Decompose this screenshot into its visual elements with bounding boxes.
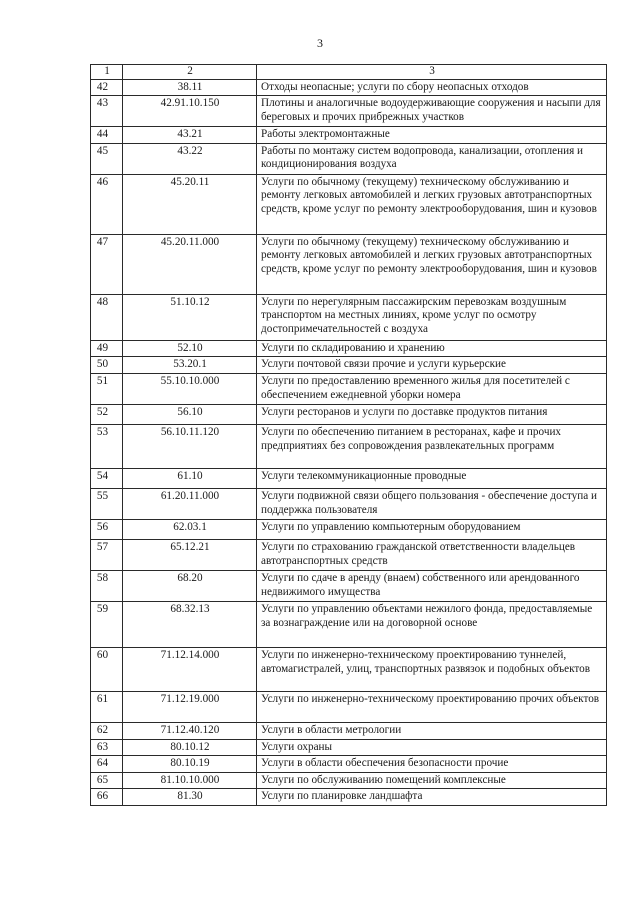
okpd-code-cell: 68.32.13	[123, 601, 257, 647]
okpd-code-cell: 56.10.11.120	[123, 424, 257, 468]
okpd-code-cell: 52.10	[123, 340, 257, 357]
description-cell: Услуги по инженерно-техническому проектированию туннелей, автомагистралей, улиц, транспортных развязок и подобных объектов	[257, 647, 607, 691]
table-row	[91, 357, 607, 374]
table-row	[91, 739, 607, 756]
header-col-2: 2	[123, 65, 257, 80]
description-cell: Услуги по обеспечению питанием в ресторанах, кафе и прочих предприятиях без сопровождения развлекательных программ	[257, 424, 607, 468]
description-cell: Услуги по обычному (текущему) техническому обслуживанию и ремонту легковых автомобилей и легких грузовых автотранспортных средств, кроме услуг по ремонту электрооборудования, шин и кузовов	[257, 234, 607, 294]
okpd-code-cell: 56.10	[123, 404, 257, 424]
description-cell: Услуги по складированию и хранению	[257, 340, 607, 357]
description-cell: Отходы неопасные; услуги по сбору неопасных отходов	[257, 79, 607, 96]
description-cell: Услуги в области метрологии	[257, 722, 607, 739]
table-row	[91, 722, 607, 739]
row-number-cell: 52	[91, 404, 123, 424]
okpd-code-cell: 61.10	[123, 468, 257, 488]
description-cell: Услуги по обслуживанию помещений комплексные	[257, 772, 607, 789]
description-cell: Услуги по инженерно-техническому проектированию прочих объектов	[257, 691, 607, 722]
row-number-cell: 51	[91, 373, 123, 404]
table-row	[91, 488, 607, 519]
description-cell: Услуги по планировке ландшафта	[257, 789, 607, 806]
row-number-cell: 46	[91, 174, 123, 234]
description-cell: Услуги подвижной связи общего пользования - обеспечение доступа и поддержка пользователя	[257, 488, 607, 519]
table-row	[91, 539, 607, 570]
table-row	[91, 772, 607, 789]
description-cell: Работы по монтажу систем водопровода, канализации, отопления и кондиционирования воздуха	[257, 143, 607, 174]
row-number-cell: 50	[91, 357, 123, 374]
okpd-code-cell: 68.20	[123, 570, 257, 601]
table-row	[91, 789, 607, 806]
okpd-code-cell: 53.20.1	[123, 357, 257, 374]
table-row	[91, 373, 607, 404]
row-number-cell: 47	[91, 234, 123, 294]
okpd-code-cell: 71.12.19.000	[123, 691, 257, 722]
row-number-cell: 56	[91, 519, 123, 539]
services-table	[90, 64, 607, 806]
table-row	[91, 234, 607, 294]
okpd-code-cell: 71.12.14.000	[123, 647, 257, 691]
description-cell: Плотины и аналогичные водоудерживающие сооружения и насыпи для береговых и прочих прибрежных участков	[257, 96, 607, 127]
row-number-cell: 54	[91, 468, 123, 488]
okpd-code-cell: 81.10.10.000	[123, 772, 257, 789]
description-cell: Услуги почтовой связи прочие и услуги курьерские	[257, 357, 607, 374]
description-cell: Услуги по предоставлению временного жилья для посетителей с обеспечением ежедневной уборки номера	[257, 373, 607, 404]
table-header	[91, 65, 607, 80]
description-cell: Услуги по сдаче в аренду (внаем) собственного или арендованного недвижимого имущества	[257, 570, 607, 601]
row-number-cell: 53	[91, 424, 123, 468]
header-col-1: 1	[91, 65, 123, 80]
table-body	[91, 79, 607, 805]
row-number-cell: 45	[91, 143, 123, 174]
row-number-cell: 42	[91, 79, 123, 96]
table-row	[91, 691, 607, 722]
okpd-code-cell: 51.10.12	[123, 294, 257, 340]
row-number-cell: 59	[91, 601, 123, 647]
description-cell: Услуги по управлению объектами нежилого фонда, предоставляемые за вознаграждение или на договорной основе	[257, 601, 607, 647]
description-cell: Услуги по страхованию гражданской ответственности владельцев автотранспортных средств	[257, 539, 607, 570]
table-row	[91, 519, 607, 539]
okpd-code-cell: 43.21	[123, 127, 257, 144]
description-cell: Услуги в области обеспечения безопасности прочие	[257, 756, 607, 773]
table-row	[91, 340, 607, 357]
description-cell: Услуги по управлению компьютерным оборудованием	[257, 519, 607, 539]
okpd-code-cell: 62.03.1	[123, 519, 257, 539]
row-number-cell: 43	[91, 96, 123, 127]
row-number-cell: 62	[91, 722, 123, 739]
description-cell: Услуги охраны	[257, 739, 607, 756]
table-row	[91, 404, 607, 424]
table-row	[91, 174, 607, 234]
okpd-code-cell: 42.91.10.150	[123, 96, 257, 127]
table-row	[91, 294, 607, 340]
okpd-code-cell: 38.11	[123, 79, 257, 96]
row-number-cell: 63	[91, 739, 123, 756]
header-row	[91, 65, 607, 80]
okpd-code-cell: 71.12.40.120	[123, 722, 257, 739]
description-cell: Работы электромонтажные	[257, 127, 607, 144]
table-row	[91, 143, 607, 174]
okpd-code-cell: 80.10.12	[123, 739, 257, 756]
description-cell: Услуги по нерегулярным пассажирским перевозкам воздушным транспортом на местных линиях, кроме услуг по осмотру достопримечательностей с воздуха	[257, 294, 607, 340]
row-number-cell: 65	[91, 772, 123, 789]
table-row	[91, 468, 607, 488]
description-cell: Услуги ресторанов и услуги по доставке продуктов питания	[257, 404, 607, 424]
table-row	[91, 756, 607, 773]
table-row	[91, 601, 607, 647]
okpd-code-cell: 61.20.11.000	[123, 488, 257, 519]
table-row	[91, 127, 607, 144]
row-number-cell: 48	[91, 294, 123, 340]
table-row	[91, 79, 607, 96]
table-row	[91, 570, 607, 601]
description-cell: Услуги телекоммуникационные проводные	[257, 468, 607, 488]
row-number-cell: 55	[91, 488, 123, 519]
okpd-code-cell: 55.10.10.000	[123, 373, 257, 404]
page-number: 3	[317, 36, 323, 50]
row-number-cell: 60	[91, 647, 123, 691]
okpd-code-cell: 45.20.11	[123, 174, 257, 234]
okpd-code-cell: 43.22	[123, 143, 257, 174]
row-number-cell: 44	[91, 127, 123, 144]
okpd-code-cell: 65.12.21	[123, 539, 257, 570]
row-number-cell: 58	[91, 570, 123, 601]
table-row	[91, 647, 607, 691]
description-cell: Услуги по обычному (текущему) техническому обслуживанию и ремонту легковых автомобилей и легких грузовых автотранспортных средств, кроме услуг по ремонту электрооборудования, шин и кузовов	[257, 174, 607, 234]
table-row	[91, 424, 607, 468]
row-number-cell: 66	[91, 789, 123, 806]
header-col-3: 3	[257, 65, 607, 80]
row-number-cell: 49	[91, 340, 123, 357]
row-number-cell: 64	[91, 756, 123, 773]
okpd-code-cell: 45.20.11.000	[123, 234, 257, 294]
okpd-code-cell: 81.30	[123, 789, 257, 806]
okpd-code-cell: 80.10.19	[123, 756, 257, 773]
table-row	[91, 96, 607, 127]
row-number-cell: 57	[91, 539, 123, 570]
row-number-cell: 61	[91, 691, 123, 722]
